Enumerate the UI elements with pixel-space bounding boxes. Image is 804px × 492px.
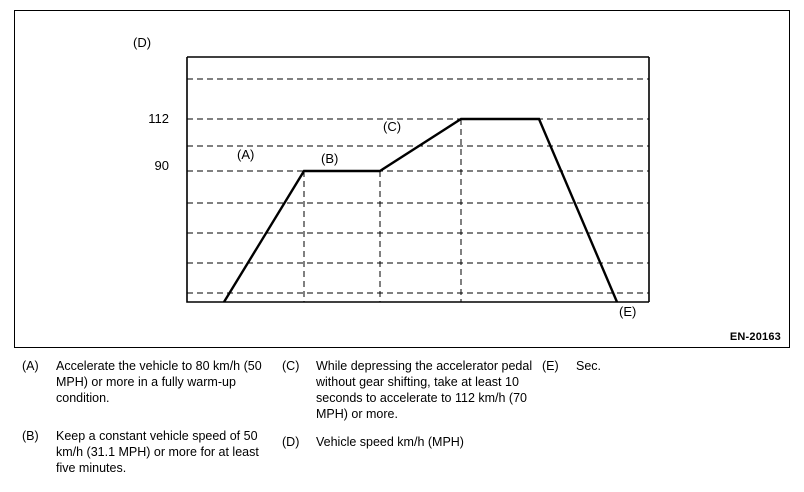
- legend-column-1: [22, 358, 280, 488]
- legend-item: [282, 434, 542, 450]
- y-tick-90: 90: [154, 158, 169, 173]
- figure-panel: [14, 10, 790, 348]
- y-tick-112: 112: [148, 111, 169, 126]
- legend-text: Keep a constant vehicle speed of 50 km/h (31.1 MPH) or more for at least five minutes.: [56, 429, 259, 475]
- legend-text: Sec.: [576, 359, 602, 373]
- legend: [14, 358, 790, 482]
- legend-item: [22, 358, 280, 406]
- legend-column-2: [282, 358, 542, 462]
- legend-item: [282, 358, 542, 422]
- legend-text: Vehicle speed km/h (MPH): [316, 435, 464, 449]
- speed-profile-chart: [15, 11, 791, 349]
- legend-text: Accelerate the vehicle to 80 km/h (50 MPH) or more in a fully warm-up condition.: [56, 359, 262, 405]
- chart-axes: [187, 57, 649, 302]
- legend-key: (C): [282, 359, 300, 373]
- legend-key: (A): [22, 359, 39, 373]
- legend-text: While depressing the accelerator pedal without gear shifting, take at least 10 seconds to accelerate to 112 km/h (70 MPH) or more.: [316, 359, 533, 421]
- point-label-b: (B): [321, 151, 339, 166]
- y-axis-label: (D): [133, 35, 152, 50]
- legend-key: (B): [22, 429, 39, 443]
- x-axis-label: (E): [619, 304, 637, 319]
- legend-item: [22, 428, 280, 476]
- legend-column-3: [542, 358, 782, 386]
- legend-item: [542, 358, 782, 374]
- figure-code: EN-20163: [729, 331, 781, 343]
- point-label-c: (C): [383, 119, 402, 134]
- legend-key: (E): [542, 359, 559, 373]
- legend-key: (D): [282, 435, 300, 449]
- chart-area: [15, 11, 791, 349]
- point-label-a: (A): [237, 147, 255, 162]
